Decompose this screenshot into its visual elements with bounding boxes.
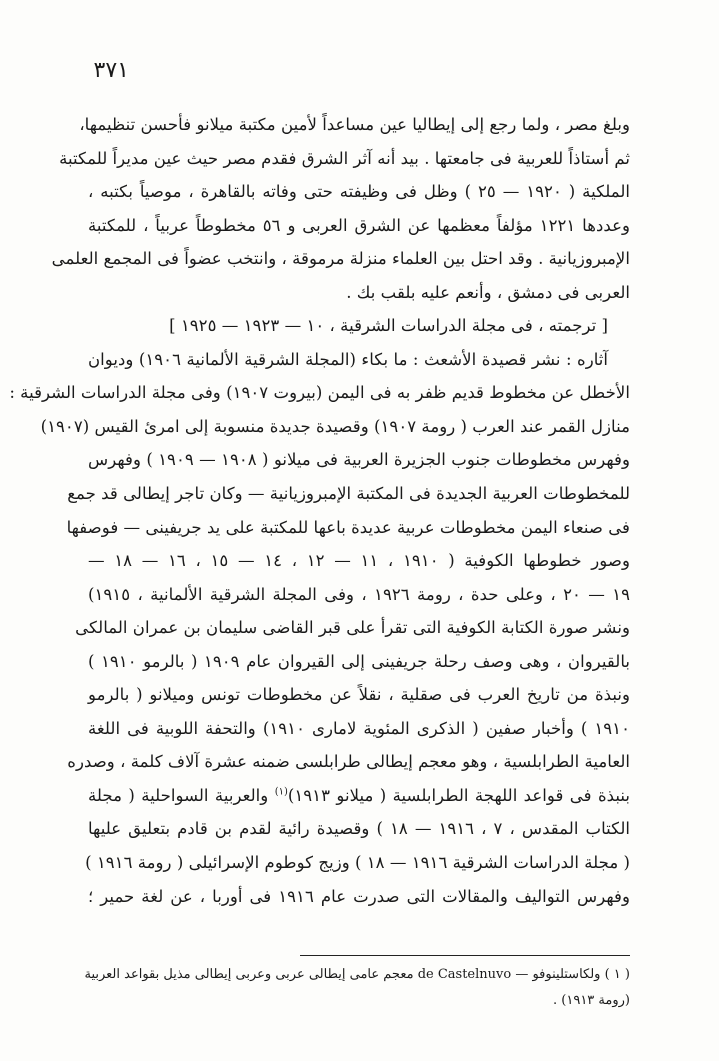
main-text xyxy=(9,108,631,913)
text-line: وفهرس مخطوطات جنوب الجزيرة العربية فى ميلانو ( ١٩٠٨ — ١٩٠٩ ) وفهرس xyxy=(88,450,631,470)
footnote-line: ( ١ ) ولكاستلينوفو — de Castelnuvo معجم عامى إيطالى عربى وعربى إيطالى مذيل بقواعد العربية xyxy=(84,967,630,982)
text-line: آثاره : نشر قصيدة الأشعث : ما بكاء (المجلة الشرقية الألمانية ١٩٠٦) وديوان xyxy=(88,349,608,369)
text-line: الأخطل عن مخطوط قديم ظفر به فى اليمن (بيروت ١٩٠٧) وفى مجلة الدراسات الشرقية : xyxy=(9,383,630,403)
text-line: العربى فى دمشق ، وأنعم عليه بلقب بك . xyxy=(346,282,630,302)
text-line: ( مجلة الدراسات الشرقية ١٩١٦ — ١٨ ) وزيج كوطوم الإسرائيلى ( رومة ١٩١٦ ) xyxy=(85,853,630,873)
text-segment: والعربية السواحلية ( مجلة xyxy=(88,785,269,805)
text-segment: بنبذة فى قواعد اللهجة الطرابلسية ( ميلانو ١٩١٣) xyxy=(287,785,630,805)
text-line: وعددها ١٢٢١ مؤلفاً معظمها عن الشرق العربى و ٥٦ مخطوطاً عربياً ، للمكتبة xyxy=(88,215,630,235)
biography-reference: [ ترجمته ، فى مجلة الدراسات الشرقية ، ١٠ — ١٩٢٣ — ١٩٢٥ ] xyxy=(169,316,608,336)
text-line: منازل القمر عند العرب ( رومة ١٩٠٧) وقصيدة جديدة منسوبة إلى امرئ القيس (١٩٠٧) xyxy=(40,416,630,436)
text-line: ونشر صورة الكتابة الكوفية التى تقرأ على قبر القاضى سليمان بن عمران المالكى xyxy=(75,618,630,638)
footnote xyxy=(84,962,630,1014)
text-line: الملكية ( ١٩٢٠ — ٢٥ ) وظل فى وظيفته حتى وفاته بالقاهرة ، موصياً بكتبه ، xyxy=(88,182,631,202)
text-line: وبلغ مصر ، ولما رجع إلى إيطاليا عين مساعداً لأمين مكتبة ميلانو فأحسن تنظيمها، xyxy=(79,115,630,134)
text-line: ١٩ — ٢٠ ، وعلى حدة ، رومة ١٩٢٦ ، وفى المجلة الشرقية الألمانية ، ١٩١٥) xyxy=(88,584,630,604)
text-line: وصور خطوطها الكوفية ( ١٩١٠ ، ١١ — ١٢ ، ١٤ — ١٥ ، ١٦ — ١٨ — xyxy=(88,551,630,571)
text-line: الكتاب المقدس ، ٧ ، ١٩١٦ — ١٨ ) وقصيدة رائية لقدم بن قادم بتعليق عليها xyxy=(88,819,630,839)
text-line: ثم أستاذاً للعربية فى جامعتها . بيد أنه آثر الشرق فقدم مصر حيث عين مديراً للمكتبة xyxy=(59,148,630,168)
text-line: ونبذة من تاريخ العرب فى صقلية ، نقلاً عن مخطوطات تونس وميلانو ( بالرمو xyxy=(88,685,630,705)
footnote-line: (رومة ١٩١٣) . xyxy=(553,993,630,1008)
text-line: فى صنعاء اليمن مخطوطات عربية عديدة باعها للمكتبة على يد جريفينى — فوصفها xyxy=(66,517,630,537)
text-line: الإمبروزيانية . وقد احتل بين العلماء منزلة مرموقة ، وانتخب عضواً فى المجمع العلمى xyxy=(51,249,630,269)
text-line: للمخطوطات العربية الجديدة فى المكتبة الإمبروزيانية — وكان تاجر إيطالى قد جمع xyxy=(67,484,630,504)
text-line: العامية الطرابلسية ، وهو معجم إيطالى طرابلسى ضمنه عشرة آلاف كلمة ، وصدره xyxy=(67,752,630,772)
text-line: وفهرس التواليف والمقالات التى صدرت عام ١٩١٦ فى أوربا ، عن لغة حمير ؛ xyxy=(88,886,630,906)
footnote-divider xyxy=(300,955,630,956)
page-number: ٣٧١ xyxy=(93,58,129,83)
text-line xyxy=(88,779,630,813)
text-line: ١٩١٠ ) وأخبار صفين ( الذكرى المئوية لامارى ١٩١٠) والتحفة اللوبية فى اللغة xyxy=(88,718,630,738)
footnote-marker: (١) xyxy=(274,786,288,798)
text-line: بالقيروان ، وهى وصف رحلة جريفينى إلى القيروان عام ١٩٠٩ ( بالرمو ١٩١٠ ) xyxy=(88,651,630,671)
